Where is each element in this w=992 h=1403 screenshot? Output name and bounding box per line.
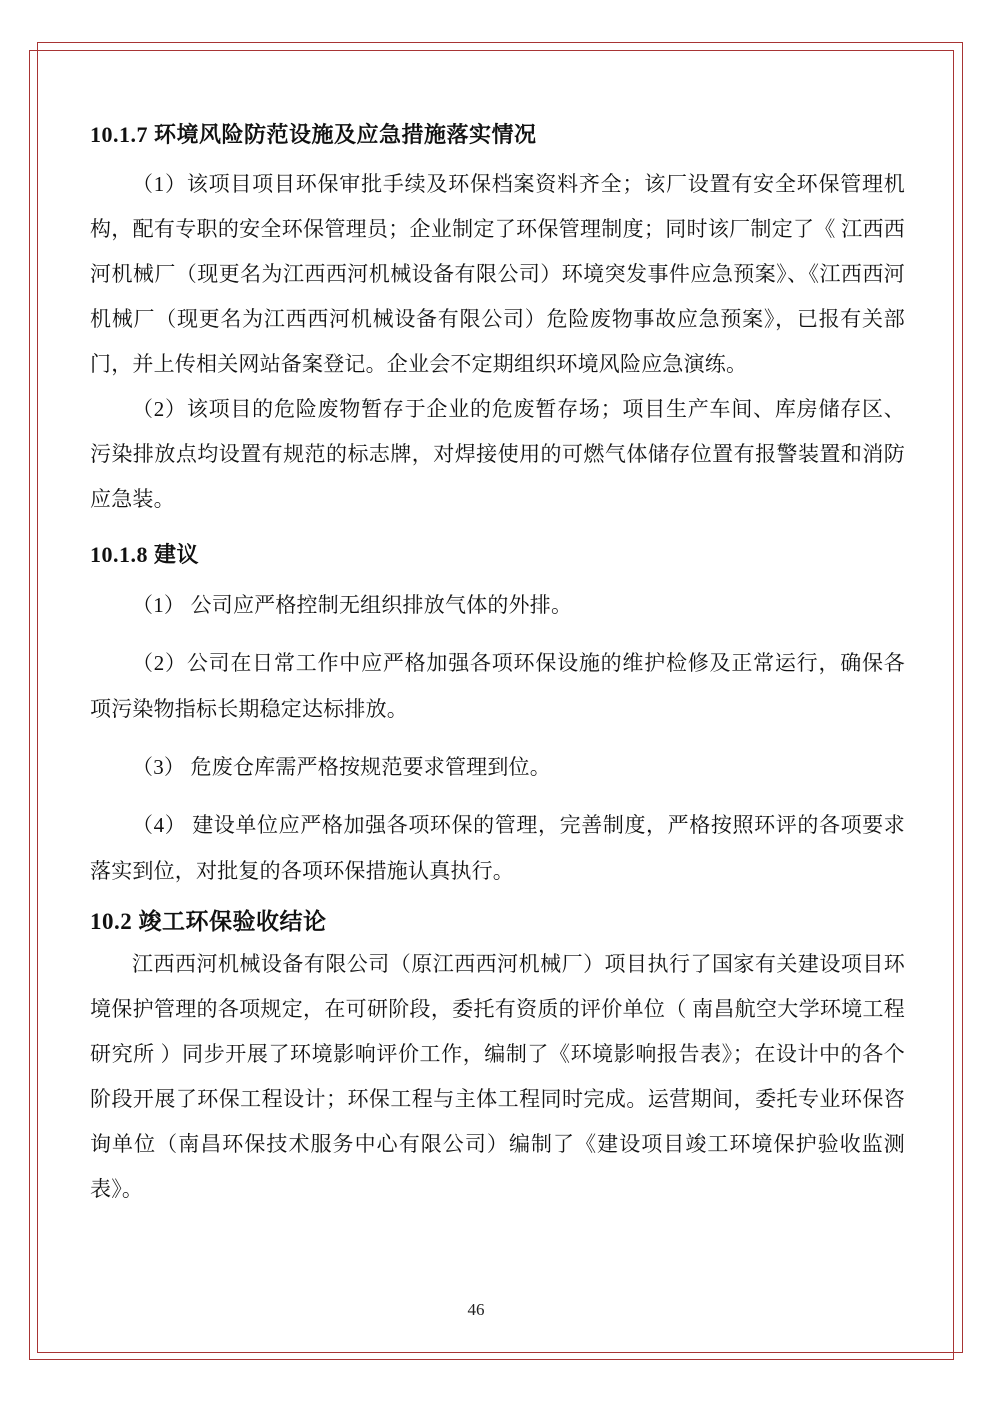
paragraph-risk-2: （2）该项目的危险废物暂存于企业的危废暂存场；项目生产车间、库房储存区、污染排放点均设置有规范的标志牌，对焊接使用的可燃气体储存位置有报警装置和消防应急装。 <box>90 397 905 511</box>
suggestion-item-3: （3） 危废仓库需严格按规范要求管理到位。 <box>132 755 551 779</box>
suggestion-item-2: （2）公司在日常工作中应严格加强各项环保设施的维护检修及正常运行，确保各项污染物指标长期稳定达标排放。 <box>90 651 905 721</box>
suggestion-item-1: （1） 公司应严格控制无组织排放气体的外排。 <box>132 593 573 617</box>
document-content <box>90 120 905 1212</box>
suggestion-item-4: （4） 建设单位应严格加强各项环保的管理，完善制度，严格按照环评的各项要求落实到位，对批复的各项环保措施认真执行。 <box>90 813 905 883</box>
paragraph-conclusion: 江西西河机械设备有限公司（原江西西河机械厂）项目执行了国家有关建设项目环境保护管理的各项规定，在可研阶段，委托有资质的评价单位（ 南昌航空大学环境工程研究所 ）同步开展了环境影响评价工作，编制了《环境影响报告表》；在设计中的各个阶段开展了环保工程设计；环保工程与主体工程同时完成。运营期间，委托专业环保咨询单位（南昌环保技术服务中心有限公司）编制了《建设项目竣工环境保护验收监测表》。 <box>90 952 905 1201</box>
heading-10-1-8: 10.1.8 建议 <box>90 542 200 567</box>
paragraph-risk-1: （1）该项目项目环保审批手续及环保档案资料齐全；该厂设置有安全环保管理机构，配有专职的安全环保管理员；企业制定了环保管理制度；同时该厂制定了《 江西西河机械厂（现更名为江西西河机械设备有限公司）环境突发事件应急预案》、《江西西河机械厂（现更名为江西西河机械设备有限公司）危险废物事故应急预案》，已报有关部门，并上传相关网站备案登记。企业会不定期组织环境风险应急演练。 <box>90 172 905 376</box>
page-number: 46 <box>467 1300 485 1319</box>
heading-10-2: 10.2 竣工环保验收结论 <box>90 909 327 934</box>
heading-10-1-7: 10.1.7 环境风险防范设施及应急措施落实情况 <box>90 122 537 147</box>
